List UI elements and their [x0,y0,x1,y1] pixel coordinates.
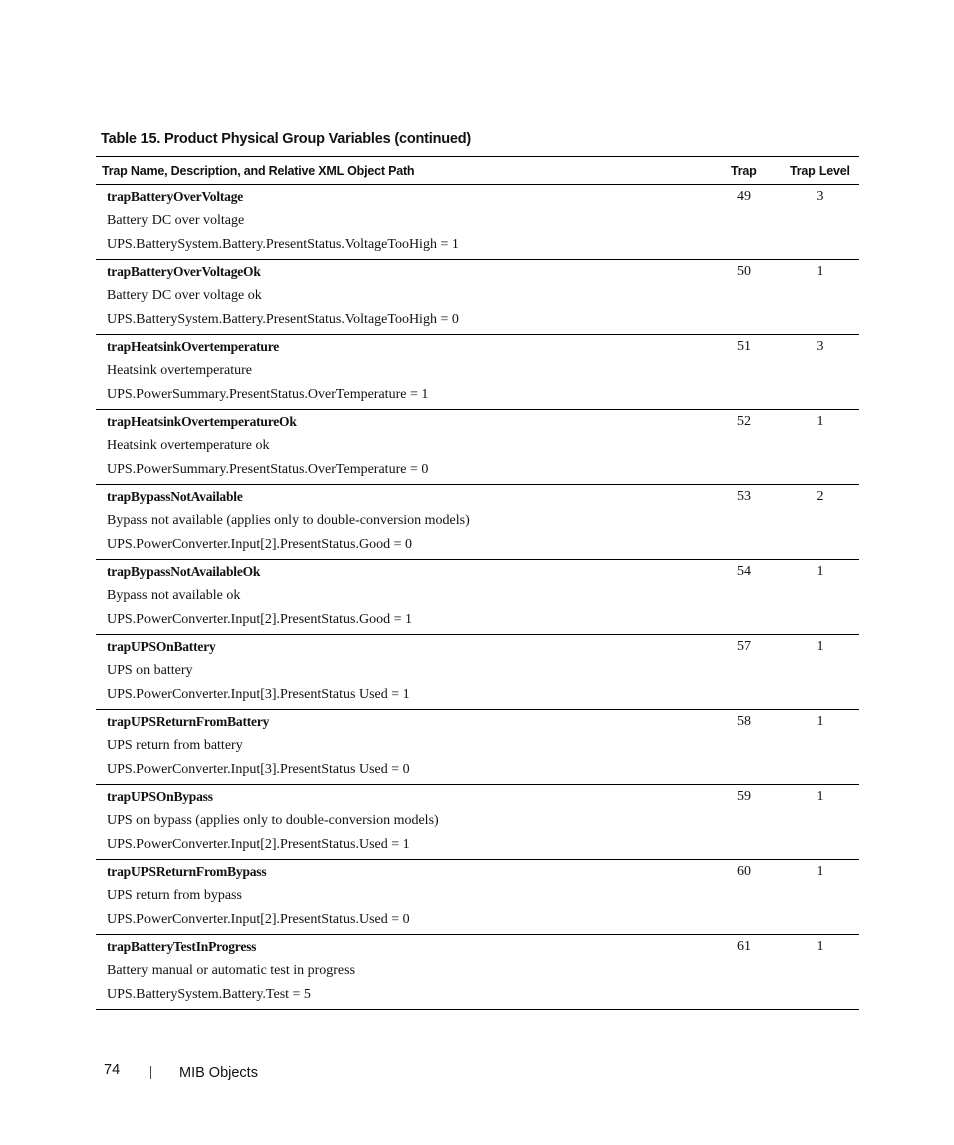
header-trap: Trap [731,164,757,178]
trap-number: 60 [737,864,751,879]
trap-xml-path: UPS.BatterySystem.Battery.PresentStatus.VoltageTooHigh = 0 [107,312,459,327]
trap-name: trapBatteryTestInProgress [107,939,257,954]
trap-level: 1 [816,414,824,429]
trap-level: 1 [816,264,824,279]
page-number: 74 [104,1062,121,1078]
trap-name: trapHeatsinkOvertemperature [107,339,280,354]
trap-description: Bypass not available ok [107,588,241,603]
table-row [96,410,859,485]
trap-name: trapBatteryOverVoltageOk [107,264,261,279]
trap-xml-path: UPS.PowerSummary.PresentStatus.OverTemperature = 0 [107,462,429,477]
trap-number: 61 [737,939,751,954]
trap-description: UPS return from bypass [107,888,242,903]
trap-name: trapBypassNotAvailableOk [107,564,261,579]
trap-name: trapUPSReturnFromBypass [107,864,267,879]
trap-xml-path: UPS.PowerConverter.Input[3].PresentStatus Used = 0 [107,762,410,777]
header-name: Trap Name, Description, and Relative XML Object Path [102,164,415,178]
trap-name: trapUPSOnBattery [107,639,216,654]
table-row [96,935,859,1010]
trap-number: 49 [737,189,751,204]
trap-number: 50 [737,264,751,279]
trap-name: trapBatteryOverVoltage [107,189,244,204]
trap-name: trapHeatsinkOvertemperatureOk [107,414,297,429]
trap-xml-path: UPS.PowerConverter.Input[2].PresentStatus.Good = 1 [107,612,412,627]
trap-level: 1 [816,714,824,729]
trap-xml-path: UPS.PowerConverter.Input[2].PresentStatus.Good = 0 [107,537,412,552]
trap-description: UPS on battery [107,663,193,678]
trap-description: Heatsink overtemperature ok [107,438,270,453]
table-row [96,560,859,635]
table-row [96,185,859,260]
table-row [96,860,859,935]
trap-number: 53 [737,489,751,504]
trap-level: 3 [816,189,824,204]
trap-description: Heatsink overtemperature [107,363,252,378]
trap-level: 1 [816,939,824,954]
trap-name: trapBypassNotAvailable [107,489,243,504]
table-header [96,156,859,185]
trap-number: 52 [737,414,751,429]
trap-level: 1 [816,564,824,579]
header-trap-level: Trap Level [790,164,850,178]
trap-level: 1 [816,789,824,804]
trap-table [96,156,859,1010]
footer-divider [150,1066,151,1079]
trap-number: 54 [737,564,751,579]
trap-xml-path: UPS.PowerConverter.Input[3].PresentStatus Used = 1 [107,687,410,702]
trap-level: 1 [816,864,824,879]
trap-number: 59 [737,789,751,804]
section-title: MIB Objects [179,1065,258,1081]
table-row [96,335,859,410]
trap-xml-path: UPS.PowerConverter.Input[2].PresentStatus.Used = 1 [107,837,410,852]
trap-name: trapUPSReturnFromBattery [107,714,270,729]
trap-number: 51 [737,339,751,354]
trap-xml-path: UPS.BatterySystem.Battery.Test = 5 [107,987,311,1002]
trap-description: Bypass not available (applies only to double-conversion models) [107,513,470,528]
table-row [96,260,859,335]
trap-name: trapUPSOnBypass [107,789,213,804]
table-row [96,485,859,560]
trap-number: 57 [737,639,751,654]
trap-description: UPS return from battery [107,738,243,753]
trap-xml-path: UPS.BatterySystem.Battery.PresentStatus.VoltageTooHigh = 1 [107,237,459,252]
table-row [96,710,859,785]
trap-number: 58 [737,714,751,729]
trap-description: UPS on bypass (applies only to double-conversion models) [107,813,439,828]
trap-description: Battery DC over voltage ok [107,288,262,303]
trap-description: Battery manual or automatic test in progress [107,963,356,978]
table-row [96,635,859,710]
trap-xml-path: UPS.PowerConverter.Input[2].PresentStatus.Used = 0 [107,912,410,927]
trap-description: Battery DC over voltage [107,213,245,228]
table-caption: Table 15. Product Physical Group Variables (continued) [101,131,472,147]
trap-level: 1 [816,639,824,654]
table-row [96,785,859,860]
trap-level: 3 [816,339,824,354]
trap-level: 2 [816,489,824,504]
trap-xml-path: UPS.PowerSummary.PresentStatus.OverTemperature = 1 [107,387,429,402]
